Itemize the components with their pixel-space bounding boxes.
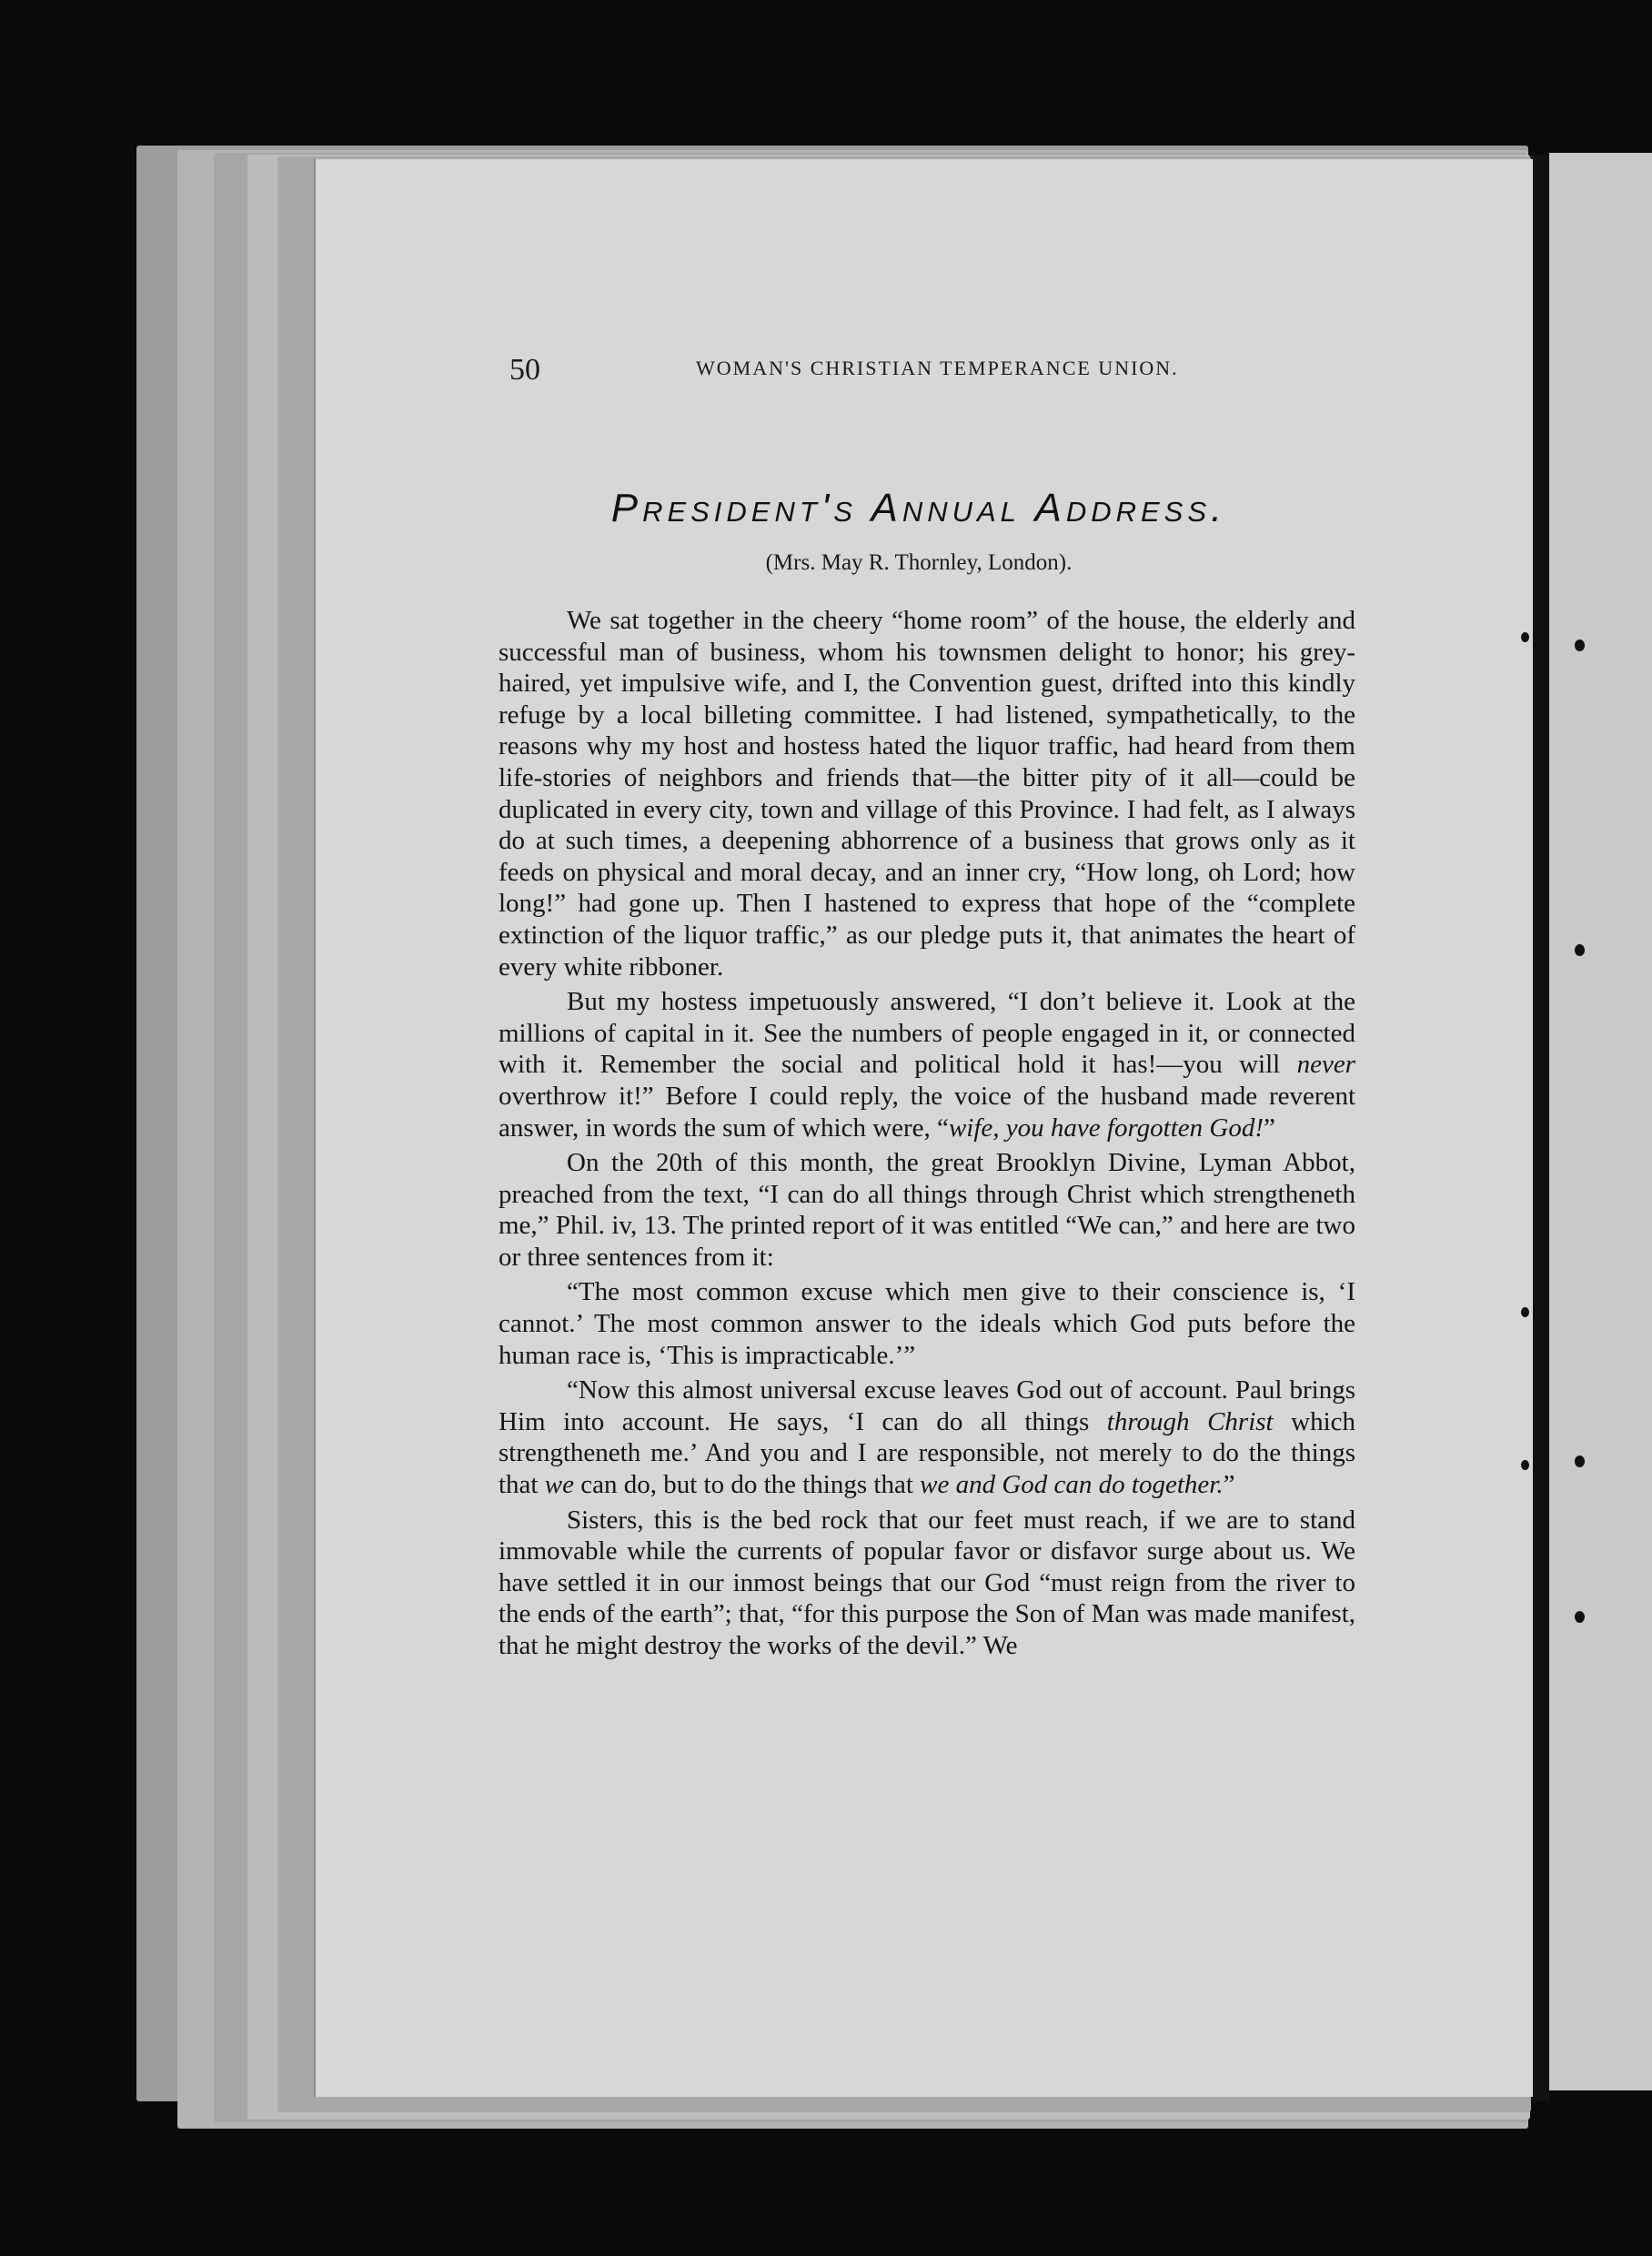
paragraph-p1 (499, 605, 1355, 982)
paragraph-text: We sat together in the cheery “home room” of the house, the elderly and successful man of business, whom his townsmen delight to honor; his grey-haired, yet impulsive wife, and I, the Convention guest, drifted into this kindly refuge by a local billeting committee. I had listened, sympathetically, to the reasons why my host and hostess hated the liquor traffic, had heard from them life-stories of neighbors and friends that—the bitter pity of it all—could be duplicated in every city, town and village of this Province. I had felt, as I always do at such times, a deepening abhorrence of a business that grows only as it feeds on physical and moral decay, and an inner cry, “How long, oh Lord; how long!” had gone up. Then I hastened to express that hope of the “complete extinction of the liquor traffic,” as our pledge puts it, that animates the heart of every white ribboner. (499, 606, 1355, 982)
bleed-through-mark (1521, 1460, 1529, 1470)
paragraph-text: through Christ (1106, 1406, 1274, 1436)
running-head (509, 353, 1264, 389)
paragraph-text: which strengtheneth me.’ And you and I are responsible, not merely to do the things that (499, 1406, 1356, 1500)
bleed-through-mark (1521, 1307, 1529, 1317)
paragraph-text: Sisters, this is the bed rock that our feet must reach, if we are to stand immovable while the currents of popular favor or disfavor surge about us. We have settled it in our inmost beings that our God “must reign from the river to the ends of the earth”; that, “for this purpose the Son of Man was made manifest, that he might destroy the works of the devil.” We (499, 1505, 1355, 1660)
paragraph-text: But my hostess impetuously answered, “I don’t believe it. Look at the millions of capital in it. See the numbers of people engaged in it, or connected with it. Remember the social and political hold it has!—you will (499, 987, 1355, 1080)
paragraph-text: ” (1223, 1470, 1235, 1500)
paragraph-text: “Now this almost universal excuse leaves God out of account. Paul brings Him into account. He says, ‘I can do all things (499, 1375, 1355, 1436)
paragraph-text: overthrow it!” Before I could reply, the voice of the husband made reverent answer, in words the sum of which were, “ (499, 1081, 1355, 1143)
paragraph-p2 (499, 986, 1355, 1143)
bleed-through-mark (1575, 640, 1585, 651)
paragraph-text: wife, you have forgotten God! (948, 1113, 1264, 1143)
article-byline: (Mrs. May R. Thornley, London). (765, 550, 1073, 575)
paragraph-p4 (499, 1276, 1355, 1371)
article-body (499, 605, 1355, 1666)
paragraph-p6 (499, 1505, 1355, 1662)
paragraph-text: ” (1263, 1113, 1275, 1143)
paragraph-text: On the 20th of this month, the great Brooklyn Divine, Lyman Abbot, preached from the text, “I can do all things through Christ which strengtheneth me,” Phil. iv, 13. The printed report of it was entitled “We can,” and here are two or three sentences from it: (499, 1148, 1355, 1272)
paragraph-text: never (1296, 1050, 1355, 1080)
paragraph-text: we (544, 1470, 574, 1500)
paragraph-text: can do, but to do the things that (573, 1470, 921, 1500)
book-gutter (1531, 155, 1549, 2101)
journal-title: WOMAN'S CHRISTIAN TEMPERANCE UNION. (696, 357, 1179, 379)
facing-page-edge (1549, 153, 1652, 2090)
article-title: President's Annual Address. (610, 486, 1227, 530)
paragraph-p5 (499, 1375, 1355, 1500)
paragraph-text: “The most common excuse which men give to their conscience is, ‘I cannot.’ The most common answer to the ideals which God puts before the human race is, ‘This is impracticable.’” (499, 1277, 1355, 1370)
paragraph-text: we and God can do together. (920, 1470, 1224, 1500)
bleed-through-mark (1575, 1611, 1585, 1623)
bleed-through-mark (1521, 632, 1529, 642)
bleed-through-mark (1575, 944, 1585, 956)
paragraph-p3 (499, 1147, 1355, 1273)
bleed-through-mark (1575, 1455, 1585, 1467)
page-number: 50 (509, 353, 540, 387)
